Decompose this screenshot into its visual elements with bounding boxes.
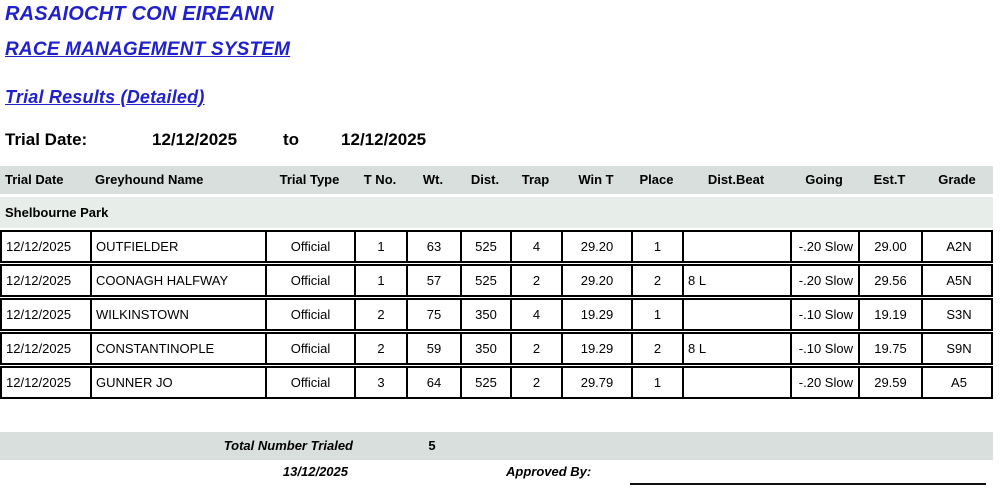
cell-trial-date: 12/12/2025: [2, 300, 92, 329]
cell-t-no: 1: [356, 232, 408, 261]
cell-est-t: 29.56: [860, 266, 923, 295]
track-group-row: [0, 197, 993, 228]
cell-grade: A5: [951, 375, 967, 390]
total-trialed-value: 5: [428, 438, 436, 453]
cell-place: 2: [633, 334, 684, 363]
col-header-est-t: Est.T: [873, 172, 906, 187]
col-header-dist-beat: Dist.Beat: [707, 172, 765, 187]
cell-win-t: 19.29: [563, 300, 633, 329]
to-label: to: [283, 130, 300, 149]
cell-place: 1: [633, 368, 684, 397]
col-header-wt: Wt.: [422, 172, 444, 187]
cell-trial-date: 12/12/2025: [2, 334, 92, 363]
system-title: RACE MANAGEMENT SYSTEM: [5, 39, 291, 60]
col-header-trial-type: Trial Type: [279, 172, 340, 187]
cell-trial-type: Official: [267, 266, 356, 295]
cell-grade: A5N: [946, 273, 972, 288]
col-header-trial-date: Trial Date: [5, 172, 64, 187]
table-row: [0, 298, 993, 331]
table-header-row: [0, 166, 993, 194]
report-page: [0, 3, 993, 485]
cell-grade: A2N: [946, 239, 972, 254]
total-summary-row: [0, 432, 993, 460]
cell-grade: S3N: [946, 307, 972, 322]
trial-date-label: Trial Date:: [5, 130, 88, 149]
cell-going: -.10 Slow: [792, 334, 860, 363]
table-row: [0, 230, 993, 263]
col-header-grade: Grade: [938, 172, 976, 187]
cell-wt: 64: [408, 368, 462, 397]
col-header-going: Going: [805, 172, 843, 187]
print-date: 13/12/2025: [282, 464, 348, 479]
cell-trap: 4: [512, 232, 563, 261]
cell-trial-date: 12/12/2025: [2, 266, 92, 295]
cell-wt: 63: [408, 232, 462, 261]
cell-t-no: 2: [356, 300, 408, 329]
cell-place: 1: [633, 300, 684, 329]
cell-t-no: 2: [356, 334, 408, 363]
trial-date-to: 12/12/2025: [341, 130, 427, 149]
cell-greyhound-name: GUNNER JO: [92, 368, 267, 397]
cell-t-no: 3: [356, 368, 408, 397]
total-trialed-label: Total Number Trialed: [223, 438, 353, 453]
table-row: [0, 264, 993, 297]
cell-greyhound-name: COONAGH HALFWAY: [92, 266, 267, 295]
cell-wt: 57: [408, 266, 462, 295]
report-footer: [0, 461, 993, 483]
cell-dist-beat: 8 L: [684, 266, 792, 295]
cell-going: -.20 Slow: [792, 266, 860, 295]
cell-est-t: 29.00: [860, 232, 923, 261]
cell-trap: 2: [512, 334, 563, 363]
cell-dist-beat: [684, 368, 792, 397]
cell-est-t: 29.59: [860, 368, 923, 397]
cell-est-t: 19.19: [860, 300, 923, 329]
cell-place: 2: [633, 266, 684, 295]
cell-win-t: 19.29: [563, 334, 633, 363]
cell-greyhound-name: WILKINSTOWN: [92, 300, 267, 329]
cell-dist: 350: [462, 300, 512, 329]
cell-going: -.10 Slow: [792, 300, 860, 329]
cell-dist-beat: [684, 300, 792, 329]
cell-trap: 4: [512, 300, 563, 329]
col-header-place: Place: [639, 172, 674, 187]
cell-wt: 75: [408, 300, 462, 329]
org-title: RASAIOCHT CON EIREANN: [5, 3, 274, 25]
report-title: Trial Results (Detailed): [5, 87, 205, 107]
cell-dist: 525: [462, 266, 512, 295]
track-name: Shelbourne Park: [5, 205, 109, 220]
cell-trap: 2: [512, 368, 563, 397]
table-row: [0, 332, 993, 365]
cell-wt: 59: [408, 334, 462, 363]
table-row: [0, 366, 993, 399]
cell-dist: 525: [462, 368, 512, 397]
col-header-trap: Trap: [521, 172, 550, 187]
cell-grade: S9N: [946, 341, 972, 356]
cell-dist: 525: [462, 232, 512, 261]
cell-trial-type: Official: [267, 300, 356, 329]
cell-going: -.20 Slow: [792, 232, 860, 261]
cell-trial-date: 12/12/2025: [2, 232, 92, 261]
approved-signature-line: [630, 483, 986, 485]
col-header-dist: Dist.: [470, 172, 500, 187]
cell-win-t: 29.20: [563, 232, 633, 261]
col-header-greyhound-name: Greyhound Name: [95, 172, 204, 187]
cell-trial-type: Official: [267, 368, 356, 397]
cell-greyhound-name: CONSTANTINOPLE: [92, 334, 267, 363]
cell-dist-beat: [684, 232, 792, 261]
cell-place: 1: [633, 232, 684, 261]
cell-win-t: 29.79: [563, 368, 633, 397]
results-table: [0, 230, 993, 399]
cell-trap: 2: [512, 266, 563, 295]
cell-greyhound-name: OUTFIELDER: [92, 232, 267, 261]
cell-est-t: 19.75: [860, 334, 923, 363]
col-header-win-t: Win T: [578, 172, 614, 187]
cell-trial-type: Official: [267, 232, 356, 261]
cell-going: -.20 Slow: [792, 368, 860, 397]
approved-by-label: Approved By:: [506, 464, 592, 479]
cell-trial-type: Official: [267, 334, 356, 363]
trial-date-from: 12/12/2025: [152, 130, 238, 149]
cell-t-no: 1: [356, 266, 408, 295]
cell-win-t: 29.20: [563, 266, 633, 295]
cell-trial-date: 12/12/2025: [2, 368, 92, 397]
cell-dist: 350: [462, 334, 512, 363]
trial-date-filter: [5, 129, 993, 150]
cell-dist-beat: 8 L: [684, 334, 792, 363]
col-header-t-no: T No.: [363, 172, 397, 187]
